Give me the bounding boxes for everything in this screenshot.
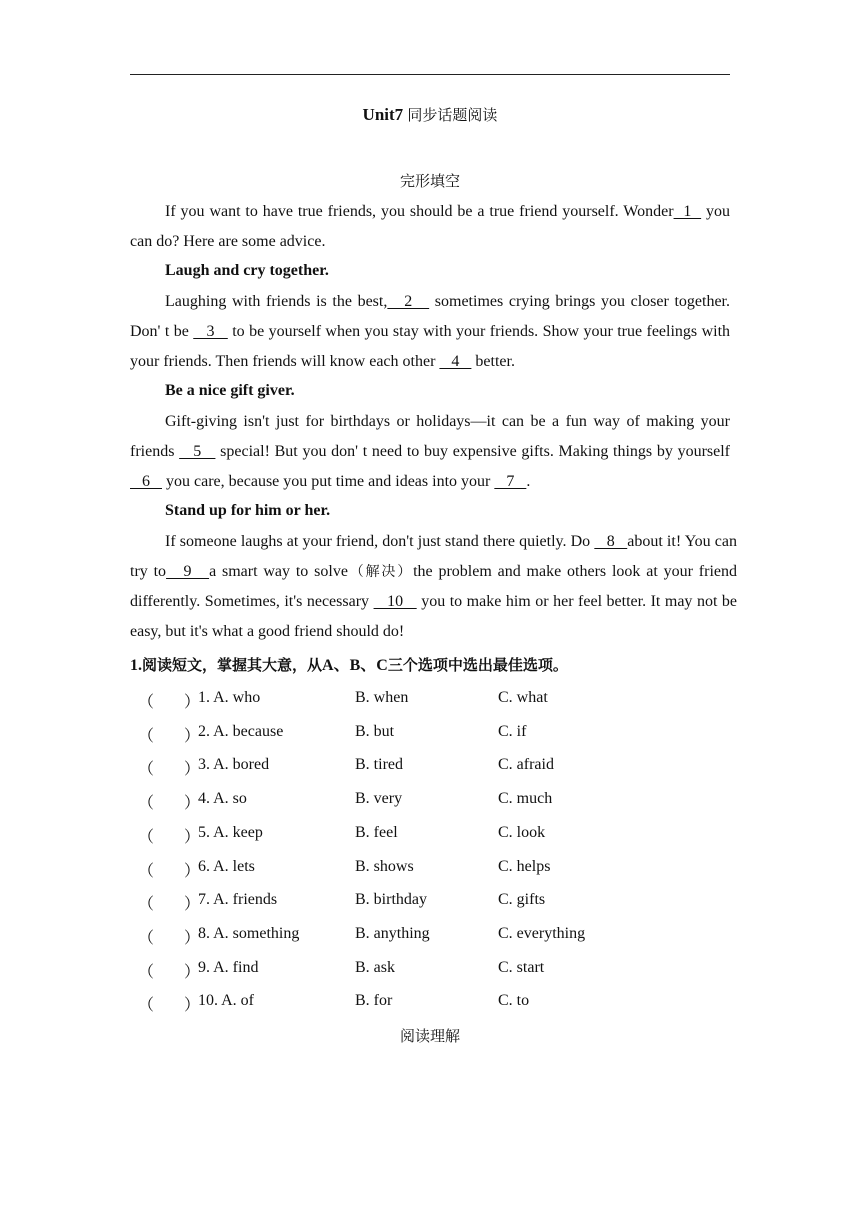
option-c: C. if bbox=[498, 722, 527, 740]
answer-paren-open[interactable]: （ bbox=[138, 997, 155, 1015]
answer-paren-close: ） bbox=[184, 727, 201, 745]
option-a: 9. A. find bbox=[198, 958, 259, 976]
answer-paren-open[interactable]: （ bbox=[138, 727, 155, 745]
option-a: 4. A. so bbox=[198, 790, 247, 808]
option-a: 7. A. friends bbox=[198, 891, 278, 909]
option-b: B. when bbox=[355, 689, 409, 706]
question-number: 1. bbox=[130, 657, 142, 674]
option-c: C. look bbox=[498, 823, 546, 841]
option-a: 5. A. keep bbox=[198, 823, 263, 841]
question-row bbox=[130, 891, 730, 915]
blank-2: 2 bbox=[387, 293, 430, 310]
option-a: 1. A. who bbox=[198, 689, 261, 706]
section-heading-reading: 阅读理解 bbox=[399, 1027, 460, 1045]
option-a: 2. A. because bbox=[198, 722, 284, 740]
instruction-text: 阅读短文，掌握其大意，从 bbox=[142, 656, 323, 674]
option-b: B. shows bbox=[355, 857, 414, 875]
option-c: C. much bbox=[498, 790, 553, 808]
subheading-stand: Stand up for him or her. bbox=[165, 502, 331, 519]
subheading-laugh: Laugh and cry together. bbox=[165, 262, 329, 279]
option-b: B. anything bbox=[355, 924, 430, 942]
question-row bbox=[130, 858, 730, 882]
question-row bbox=[130, 824, 730, 848]
answer-paren-close: ） bbox=[184, 929, 201, 947]
answer-paren-open[interactable]: （ bbox=[138, 929, 155, 947]
option-c: C. helps bbox=[498, 857, 551, 875]
question-instructions bbox=[130, 652, 568, 675]
option-b: B. ask bbox=[355, 958, 395, 976]
option-b: B. birthday bbox=[355, 891, 427, 909]
option-a: 10. A. of bbox=[198, 992, 254, 1010]
blank-5: 5 bbox=[179, 443, 216, 460]
option-a: 8. A. something bbox=[198, 924, 300, 942]
answer-paren-open[interactable]: （ bbox=[138, 694, 155, 711]
answer-paren-open[interactable]: （ bbox=[138, 963, 155, 981]
blank-3: 3 bbox=[193, 323, 228, 340]
answer-paren-close: ） bbox=[184, 963, 201, 981]
question-row bbox=[130, 790, 730, 814]
answer-paren-open[interactable]: （ bbox=[138, 761, 155, 779]
title-topic: 同步话题阅读 bbox=[407, 106, 498, 124]
para-text: If someone laughs at your friend, don't just stand there quietly. Do bbox=[165, 533, 595, 550]
blank-8: 8 bbox=[594, 533, 628, 550]
para-text: . bbox=[526, 473, 531, 490]
blank-9: 9 bbox=[166, 563, 210, 580]
question-row bbox=[130, 959, 730, 983]
para-text: the problem and make others look at your friend differently. Sometimes, it's necessary bbox=[130, 563, 738, 610]
para-text: you care, because you put time and ideas into your bbox=[162, 473, 495, 490]
option-b: B. tired bbox=[355, 756, 403, 774]
option-c: C. gifts bbox=[498, 891, 546, 909]
question-row bbox=[130, 689, 730, 713]
answer-paren-close: ） bbox=[184, 761, 201, 779]
option-a: 3. A. bored bbox=[198, 756, 270, 774]
blank-4: 4 bbox=[439, 353, 472, 370]
para-text: better. bbox=[471, 353, 515, 370]
para-text: you to make him or her feel better. It may not be easy, but it's what a good friend should do! bbox=[130, 593, 738, 640]
blank-10: 10 bbox=[373, 593, 417, 610]
para-text: a smart way to solve bbox=[209, 563, 348, 580]
blank-1: 1 bbox=[673, 203, 702, 220]
option-c: C. afraid bbox=[498, 756, 554, 774]
question-row bbox=[130, 756, 730, 780]
option-c: C. to bbox=[498, 992, 530, 1010]
blank-7: 7 bbox=[494, 473, 527, 490]
option-b: B. very bbox=[355, 790, 403, 808]
para-text: Laughing with friends is the best, bbox=[165, 293, 388, 310]
subheading-gift: Be a nice gift giver. bbox=[165, 382, 295, 399]
option-c: C. what bbox=[498, 689, 548, 706]
instruction-text: 三个选项中选出最佳选项。 bbox=[387, 656, 568, 674]
question-row bbox=[130, 925, 730, 949]
para-text: to be yourself when you stay with your friends. Show your true feelings with your friends. Then friends will know each other bbox=[130, 323, 731, 370]
option-b: B. for bbox=[355, 992, 393, 1010]
answer-paren-open[interactable]: （ bbox=[138, 795, 155, 813]
paragraph-intro bbox=[130, 197, 730, 257]
answer-paren-close: ） bbox=[184, 896, 201, 914]
section-heading-cloze: 完形填空 bbox=[399, 172, 460, 190]
answer-paren-close: ） bbox=[184, 862, 201, 880]
option-b: B. but bbox=[355, 722, 395, 740]
answer-paren-close: ） bbox=[184, 694, 201, 711]
answer-paren-open[interactable]: （ bbox=[138, 862, 155, 880]
header-rule bbox=[130, 74, 730, 75]
para-text: about it! You can try to bbox=[130, 533, 738, 580]
answer-paren-close: ） bbox=[184, 828, 201, 846]
para-text: sometimes crying brings you closer together. Don' t be bbox=[130, 293, 731, 340]
answer-paren-open[interactable]: （ bbox=[138, 896, 155, 914]
paragraph-gift bbox=[130, 407, 730, 497]
question-row bbox=[130, 992, 730, 1016]
paragraph-stand bbox=[130, 527, 737, 647]
question-row bbox=[130, 723, 730, 747]
page-title bbox=[130, 104, 730, 125]
para-text: If you want to have true friends, you should be a true friend yourself. Wonder bbox=[165, 203, 674, 220]
paragraph-laugh bbox=[130, 287, 730, 377]
blank-6: 6 bbox=[130, 473, 162, 490]
para-text: Gift-giving isn't just for birthdays or holidays—it can be a fun way of making your friends bbox=[130, 413, 730, 460]
para-text: special! But you don' t need to buy expensive gifts. Making things by yourself bbox=[215, 443, 731, 460]
para-text: you can do? Here are some advice. bbox=[130, 203, 731, 250]
option-c: C. start bbox=[498, 958, 545, 976]
answer-paren-close: ） bbox=[184, 997, 201, 1015]
answer-paren-open[interactable]: （ bbox=[138, 828, 155, 846]
option-a: 6. A. lets bbox=[198, 857, 255, 875]
instruction-options: A、B、C bbox=[322, 657, 388, 674]
option-c: C. everything bbox=[498, 924, 586, 942]
option-b: B. feel bbox=[355, 823, 398, 841]
title-unit: Unit7 bbox=[362, 105, 404, 124]
answer-paren-close: ） bbox=[184, 795, 201, 813]
chinese-gloss: （解决） bbox=[347, 564, 414, 580]
